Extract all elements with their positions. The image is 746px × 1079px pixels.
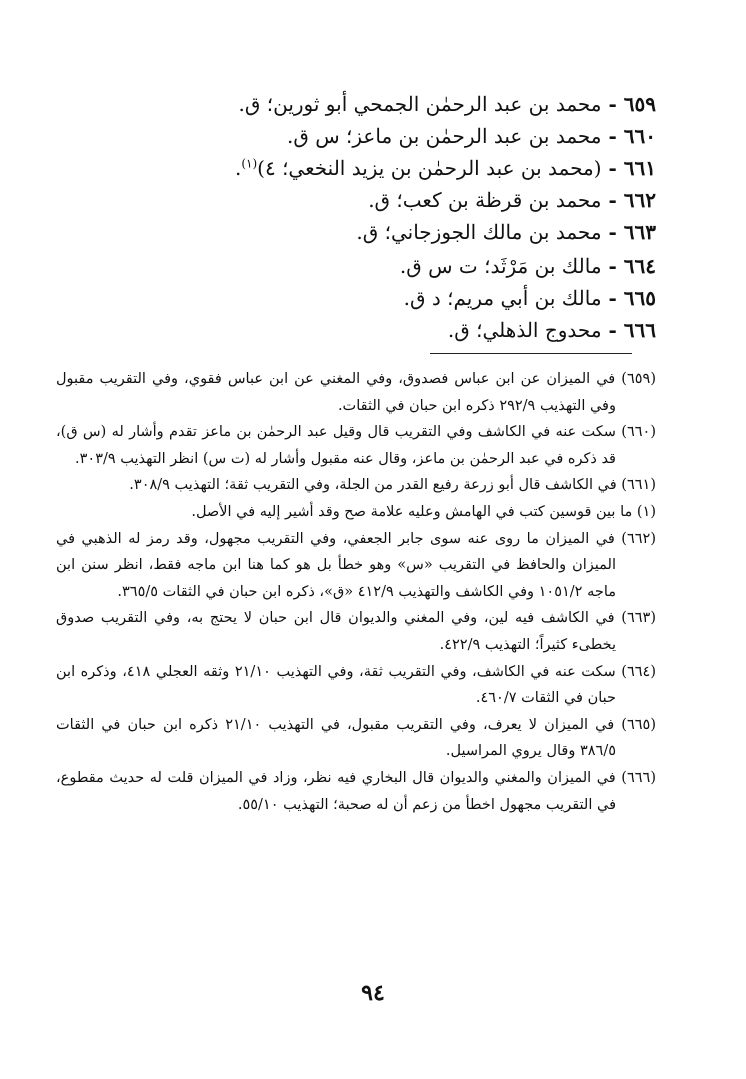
footnotes: [56, 366, 656, 818]
footnote-text: في الكاشف فيه لين، وفي المغني والديوان قال ابن حبان لا يحتج به، وفي التقريب صدوق يخطىء كثيراً؛ التهذيب ٤٢٢/٩.: [56, 610, 616, 653]
entry-663: ٦٦٣ - محمد بن مالك الجوزجاني؛ ق.: [356, 220, 656, 244]
footnote-ref: (٦٦٥): [621, 716, 656, 733]
footnote-text: في الميزان ما روى عنه سوى جابر الجعفي، وفي التقريب مجهول، وقد رمز له الذهبي في الميزان والحافظ في التقريب «س» وهو خطأ بل هو كما هنا ابن ماجه فقط، انظر سنن ابن ماجه ١٠٥١/٢ وفي الكاشف والتهذيب ٤١٢/٩ «ق»، ذكره ابن حبان في الثقات ٣٦٥/٥.: [56, 530, 616, 600]
entry-number: ٦٦٢: [623, 188, 656, 212]
footnote-text: في الميزان عن ابن عباس فصدوق، وفي المغني عن ابن عباس فقوي، وفي التقريب مقبول وفي التهذيب ٢٩٢/٩ ذكره ابن حبان في الثقات.: [56, 371, 616, 414]
footnote-666: [56, 765, 656, 818]
footnote-ref: (٦٦٦): [621, 769, 656, 786]
entry-number: ٦٦٠: [623, 124, 656, 148]
footnote-text: ما بين قوسين كتب في الهامش وعليه علامة صح وقد أشير إليه في الأصل.: [191, 503, 633, 520]
entry-tail: .: [234, 156, 242, 180]
entry-665: ٦٦٥ - مالك بن أبي مريم؛ د ق.: [403, 286, 656, 310]
entry-659: ٦٥٩ - محمد بن عبد الرحمٰن الجمحي أبو ثورين؛ ق.: [238, 92, 656, 116]
footnote-ref: (٦٦٢): [621, 530, 657, 547]
footnote-660: [56, 419, 656, 472]
entry-text: محمد بن عبد الرحمٰن بن ماعز؛ س ق.: [287, 124, 602, 148]
footnote-marker: (١): [241, 156, 258, 171]
footnote-text: في الميزان والمغني والديوان قال البخاري فيه نظر، وزاد في الميزان قلت له حديث مقطوع، في التقريب مجهول اخطأ من زعم أن له صحبة؛ التهذيب ٥٥/١٠.: [56, 769, 616, 813]
footnote-text: في الميزان لا يعرف، وفي التقريب مقبول، في التهذيب ٢١/١٠ ذكره ابن حبان في الثقات ٣٨٦/٥ وقال يروي المراسيل.: [56, 716, 616, 760]
footnote-ref: (١): [636, 503, 656, 520]
entry-number: ٦٦٦: [623, 318, 656, 342]
entry-number: ٦٦٣: [623, 220, 656, 244]
entry-text: محمد بن قرظة بن كعب؛ ق.: [368, 188, 602, 212]
footnote-ref: (٦٦٤): [621, 663, 657, 680]
footnote-ref: (٦٦١): [621, 477, 656, 494]
entry-664: ٦٦٤ - مالك بن مَرْثَد؛ ت س ق.: [399, 254, 656, 278]
entry-number: ٦٦٥: [623, 286, 656, 310]
footnote-ref: (٦٦٣): [621, 610, 656, 627]
entry-666: ٦٦٦ - محدوج الذهلي؛ ق.: [447, 318, 656, 342]
footnote-665: [56, 712, 656, 765]
footnote-1: [56, 499, 656, 526]
entry-number: ٦٥٩: [623, 92, 656, 116]
entry-text: محمد بن عبد الرحمٰن الجمحي أبو ثورين؛ ق.: [238, 92, 602, 116]
footnote-663: [56, 605, 656, 658]
entry-text: محدوج الذهلي؛ ق.: [447, 318, 602, 342]
footnote-ref: (٦٥٩): [621, 371, 656, 387]
entry-text: محمد بن مالك الجوزجاني؛ ق.: [356, 220, 602, 244]
entry-661: ٦٦١ - (محمد بن عبد الرحمٰن بن يزيد النخعي؛ ٤)$^{(١)}$.: [234, 156, 656, 180]
page-number: ٩٤: [361, 980, 385, 1006]
footnote-661: [56, 472, 656, 499]
footnote-ref: (٦٦٠): [621, 424, 657, 441]
entry-number: ٦٦٤: [623, 254, 656, 278]
footnote-659: [56, 366, 656, 419]
entry-number: ٦٦١: [623, 156, 656, 180]
footnote-text: سكت عنه في الكاشف، وفي التقريب ثقة، وفي التهذيب ٢١/١٠ وثقه العجلي ٤١٨، وذكره ابن حبان في الثقات ٤٦٠/٧.: [56, 663, 616, 707]
entry-660: ٦٦٠ - محمد بن عبد الرحمٰن بن ماعز؛ س ق.: [287, 124, 656, 148]
footnote-text: سكت عنه في الكاشف وفي التقريب قال وقيل عبد الرحمٰن بن ماعز تقدم وأشار له (س ق)، قد ذكره في عبد الرحمٰن بن ماعز، وقال عنه مقبول وأشار له (ت س) انظر التهذيب ٣٠٣/٩.: [56, 424, 616, 467]
footnote-text: في الكاشف قال أبو زرعة رفيع القدر من الجلة، وفي التقريب ثقة؛ التهذيب ٣٠٨/٩.: [129, 477, 617, 494]
footnote-664: [56, 659, 656, 712]
entry-text: مالك بن مَرْثَد؛ ت س ق.: [399, 254, 602, 278]
entry-662: ٦٦٢ - محمد بن قرظة بن كعب؛ ق.: [368, 188, 656, 212]
entry-text: (محمد بن عبد الرحمٰن بن يزيد النخعي؛ ٤): [257, 156, 602, 180]
footnote-662: [56, 526, 656, 606]
footnote-divider: [430, 353, 632, 354]
entry-text: مالك بن أبي مريم؛ د ق.: [403, 286, 602, 310]
